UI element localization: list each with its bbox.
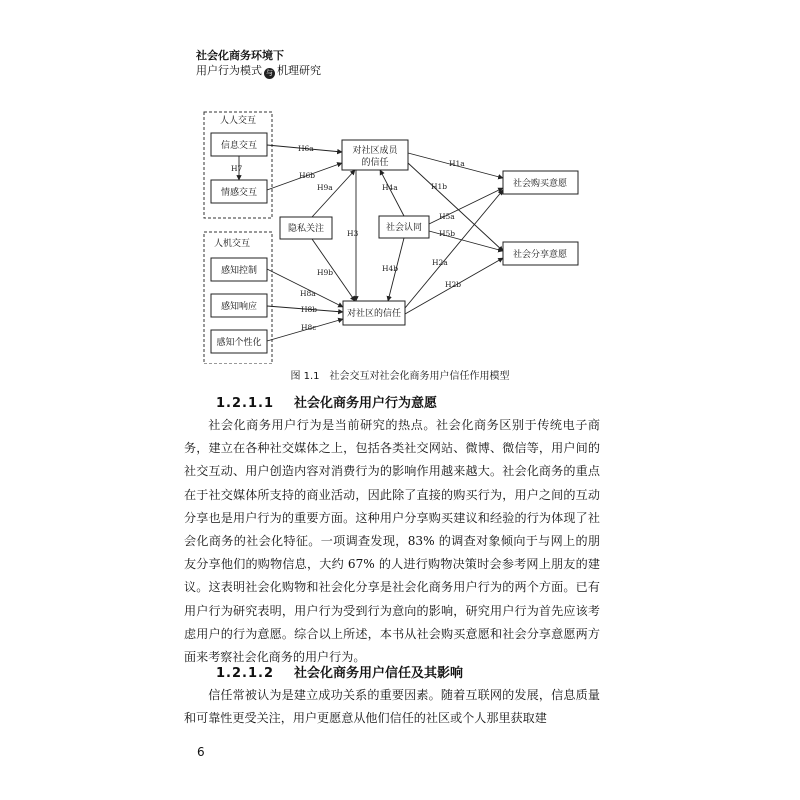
node-perceived-control — [211, 258, 267, 281]
running-head-line2-end: 机理研究 — [277, 64, 321, 77]
section-number-2: 1.2.1.2 — [216, 666, 274, 681]
label-h4a: H4a — [382, 183, 398, 192]
section-title-2: 社会化商务用户信任及其影响 — [294, 666, 464, 681]
node-purchase-intent-label: 社会购买意愿 — [512, 179, 568, 189]
node-purchase-intent — [503, 171, 578, 194]
running-head-badge: 与 — [266, 69, 273, 77]
node-emotion-interaction-label: 情感交互 — [220, 188, 258, 198]
section-title-1: 社会化商务用户行为意愿 — [294, 396, 438, 411]
node-social-identity — [379, 216, 429, 238]
label-h1b: H1b — [431, 182, 448, 191]
arrow-h4a — [380, 170, 404, 216]
node-member-trust-label-2: 的信任 — [361, 158, 389, 168]
node-emotion-interaction — [211, 180, 267, 203]
label-h6b: H6b — [299, 171, 316, 180]
node-perceived-response-label: 感知响应 — [220, 302, 258, 312]
page-number: 6 — [197, 745, 205, 759]
running-head-line2 — [196, 63, 321, 79]
node-community-trust-label: 对社区的信任 — [346, 309, 402, 319]
research-model-diagram — [195, 108, 605, 364]
node-share-intent — [503, 242, 578, 265]
label-h7: H7 — [231, 164, 243, 173]
node-member-trust — [342, 140, 408, 170]
arrow-h9a — [312, 170, 355, 217]
label-h9b: H9b — [317, 268, 334, 277]
node-perceived-personalization-label: 感知个性化 — [216, 338, 262, 348]
node-privacy-concern — [280, 217, 332, 239]
node-member-trust-label-1: 对社区成员 — [352, 146, 398, 156]
node-social-identity-label: 社会认同 — [385, 223, 423, 233]
section-paragraph-1: 社会化商务用户行为是当前研究的热点。社会化商务区别于传统电子商务，建立在各种社交媒体之上，包括各类社交网站、微博、微信等，用户间的社交互动、用户创造内容对消费行为的影响作用越来越大。社会化商务的重点在于社交媒体所支持的商业活动，因此除了直接的购买行为，用户之间的互动分享也是用户行为的重要方面。这种用户分享购买建议和经验的行为体现了社会化商务的社会化特征。一项调查发现，83% 的调查对象倾向于与网上的朋友分享他们的购物信息，大约 67% 的人进行购物决策时会参考网上朋友的建议。这表明社会化购物和社会化分享是社会化商务用户行为的两个方面。已有用户行为研究表明，用户行为受到行为意向的影响，研究用户行为首先应该考虑用户的行为意愿。综合以上所述，本书从社会购买意愿和社会分享意愿两方面来考察社会化商务的用户行为。 — [184, 418, 600, 665]
interpersonal-group-label: 人人交互 — [219, 116, 257, 126]
arrow-h2a — [405, 190, 503, 308]
running-head-line2-start: 用户行为模式 — [196, 64, 262, 77]
label-h8c: H8c — [301, 323, 317, 332]
section-heading-1 — [216, 392, 437, 411]
node-privacy-concern-label: 隐私关注 — [287, 224, 325, 234]
running-head-line1: 社会化商务环境下 — [196, 49, 284, 62]
node-info-interaction — [211, 133, 267, 156]
label-h2a: H2a — [432, 258, 448, 267]
running-head — [196, 48, 321, 79]
node-community-trust — [343, 301, 405, 325]
node-info-interaction-label: 信息交互 — [220, 141, 258, 151]
label-h5a: H5a — [439, 212, 455, 221]
node-perceived-control-label: 感知控制 — [220, 266, 258, 276]
label-h8a: H8a — [300, 289, 316, 298]
label-h1a: H1a — [449, 159, 465, 168]
label-h2b: H2b — [445, 280, 462, 289]
label-h4b: H4b — [382, 264, 399, 273]
section-number-1: 1.2.1.1 — [216, 396, 274, 411]
label-h3: H3 — [347, 229, 359, 238]
node-perceived-response — [211, 294, 267, 317]
node-share-intent-label: 社会分享意愿 — [512, 250, 568, 260]
section-paragraph-2: 信任常被认为是建立成功关系的重要因素。随着互联网的发展，信息质量和可靠性更受关注，用户更愿意从他们信任的社区或个人那里获取建 — [184, 688, 600, 726]
section-heading-2 — [216, 662, 463, 681]
node-perceived-personalization — [211, 330, 267, 353]
label-h8b: H8b — [301, 305, 318, 314]
label-h6a: H6a — [298, 144, 314, 153]
hci-group-label: 人机交互 — [213, 239, 251, 249]
label-h5b: H5b — [439, 229, 456, 238]
figure-caption: 图 1.1 社会交互对社会化商务用户信任作用模型 — [290, 371, 510, 382]
label-h9a: H9a — [317, 183, 333, 192]
